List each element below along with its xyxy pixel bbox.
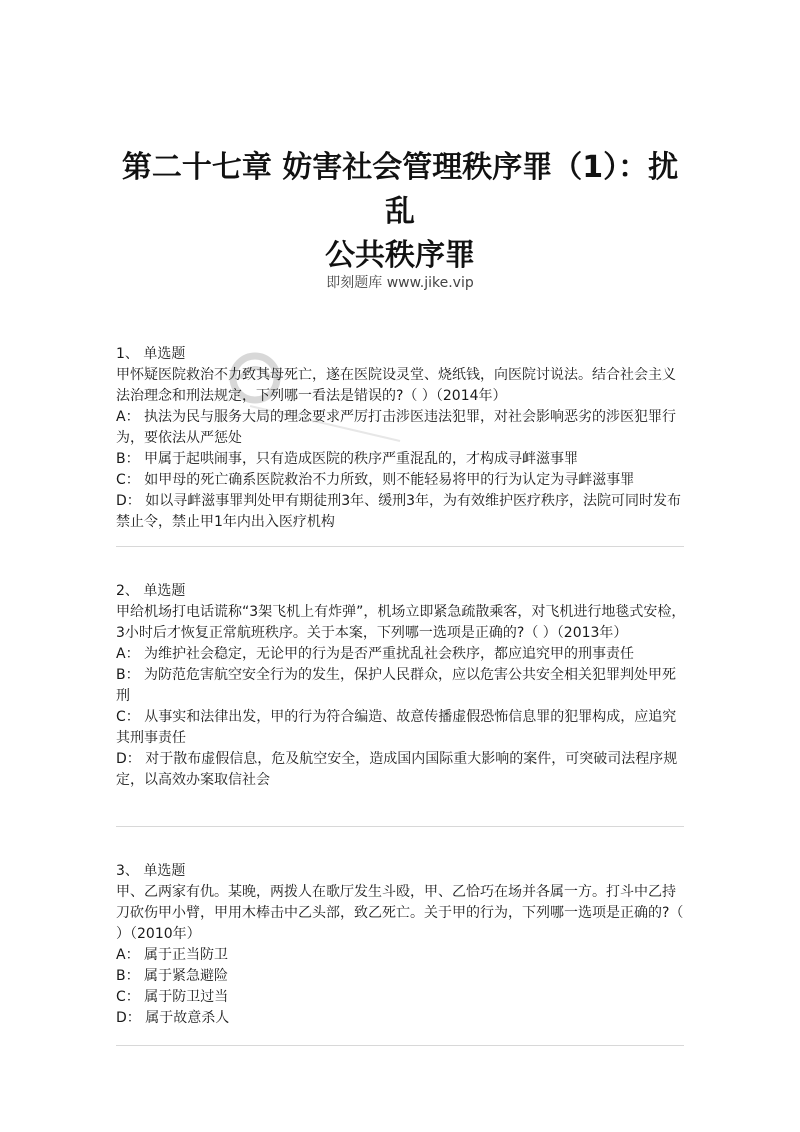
divider bbox=[116, 546, 684, 547]
question-stem: 甲给机场打电话谎称“3架飞机上有炸弹”，机场立即紧急疏散乘客，对飞机进行地毯式安检，3小时后才恢复正常航班秩序。关于本案，下列哪一选项是正确的?（ ）（2013年） bbox=[116, 604, 686, 641]
divider bbox=[116, 826, 684, 827]
title-line-1: 第二十七章 妨害社会管理秩序罪（1）：扰乱 bbox=[121, 150, 679, 229]
question-header bbox=[116, 344, 686, 365]
option-c: C： 属于防卫过当 bbox=[116, 989, 229, 1005]
option-d: D： 对于散布虚假信息，危及航空安全，造成国内国际重大影响的案件，可突破司法程序规定，以高效办案取信社会 bbox=[116, 751, 678, 788]
option-b: B： 属于紧急避险 bbox=[116, 968, 229, 984]
option-a: A： 执法为民与服务大局的理念要求严厉打击涉医违法犯罪，对社会影响恶劣的涉医犯罪行为，要依法从严惩处 bbox=[116, 409, 677, 446]
question-number: 1、 bbox=[116, 346, 139, 362]
title-line-2: 公共秩序罪 bbox=[325, 238, 475, 273]
option-c: C： 如甲母的死亡确系医院救治不力所致，则不能轻易将甲的行为认定为寻衅滋事罪 bbox=[116, 472, 635, 488]
option-d: D： 属于故意杀人 bbox=[116, 1010, 230, 1026]
option-b: B： 为防范危害航空安全行为的发生，保护人民群众，应以危害公共安全相关犯罪判处甲死刑 bbox=[116, 667, 677, 704]
question-type: 单选题 bbox=[143, 583, 186, 599]
divider bbox=[116, 1045, 684, 1046]
question-header bbox=[116, 581, 686, 602]
question-number: 2、 bbox=[116, 583, 139, 599]
option-b: B： 甲属于起哄闹事，只有造成医院的秩序严重混乱的，才构成寻衅滋事罪 bbox=[116, 451, 579, 467]
question-3 bbox=[116, 861, 686, 1029]
question-stem: 甲怀疑医院救治不力致其母死亡，遂在医院设灵堂、烧纸钱，向医院讨说法。结合社会主义法治理念和刑法规定，下列哪一看法是错误的?（ ）（2014年） bbox=[116, 367, 676, 404]
document-title bbox=[110, 146, 690, 278]
option-a: A： 属于正当防卫 bbox=[116, 947, 229, 963]
question-stem: 甲、乙两家有仇。某晚，两拨人在歌厅发生斗殴，甲、乙恰巧在场并各属一方。打斗中乙持刀砍伤甲小臂，甲用木棒击中乙头部，致乙死亡。关于甲的行为，下列哪一选项是正确的?（ ）（2010年） bbox=[116, 884, 684, 942]
question-header bbox=[116, 861, 686, 882]
option-a: A： 为维护社会稳定，无论甲的行为是否严重扰乱社会秩序，都应追究甲的刑事责任 bbox=[116, 646, 635, 662]
question-1 bbox=[116, 344, 686, 533]
question-number: 3、 bbox=[116, 863, 139, 879]
option-d: D： 如以寻衅滋事罪判处甲有期徒刑3年、缓刑3年，为有效维护医疗秩序，法院可同时发布禁止令，禁止甲1年内出入医疗机构 bbox=[116, 493, 682, 530]
question-2 bbox=[116, 581, 686, 791]
option-c: C： 从事实和法律出发，甲的行为符合编造、故意传播虚假恐怖信息罪的犯罪构成，应追究其刑事责任 bbox=[116, 709, 677, 746]
question-type: 单选题 bbox=[143, 863, 186, 879]
source-line: 即刻题库 www.jike.vip bbox=[326, 275, 474, 291]
question-type: 单选题 bbox=[143, 346, 186, 362]
